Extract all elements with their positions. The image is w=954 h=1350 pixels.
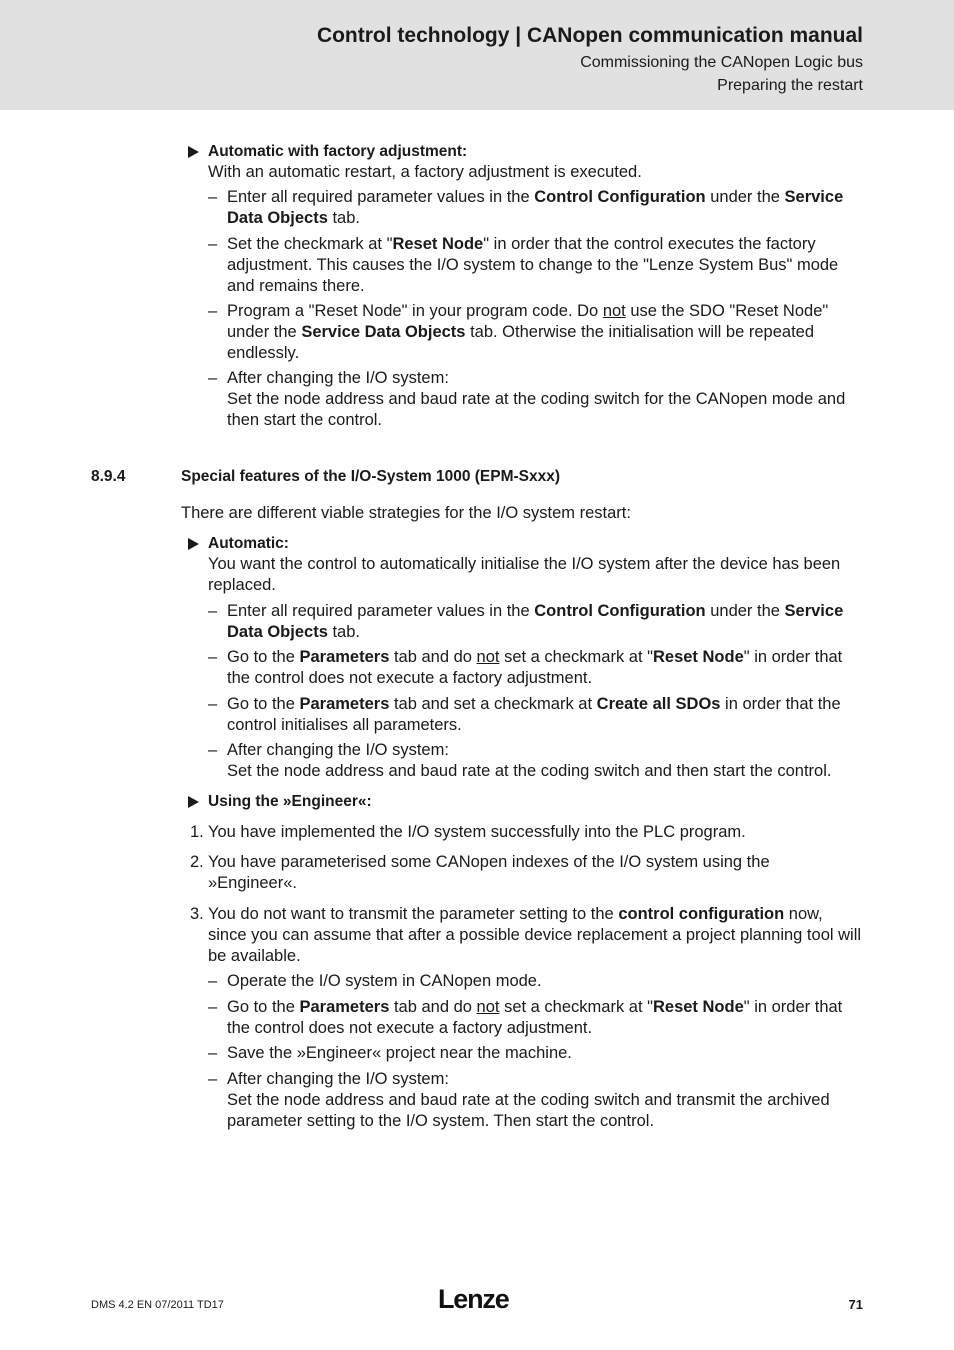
section-intro: There are different viable strategies for the I/O system restart: xyxy=(181,504,631,522)
list-item: – Go to the Parameters tab and set a checkmark at Create all SDOs in order that the control initialises all parameters. xyxy=(208,695,841,734)
triangle-bullet-icon xyxy=(188,538,199,550)
bullet-automatic xyxy=(188,533,863,554)
list-item: – Enter all required parameter values in the Control Configuration under the Service Data Objects tab. xyxy=(208,602,844,641)
bullet-heading: Automatic with factory adjustment: xyxy=(208,143,468,160)
list-item: – Set the checkmark at "Reset Node" in order that the control executes the factory adjustment. This causes the I/O system to change to the "Lenze System Bus" mode and remains there. xyxy=(208,235,839,295)
section-number: 8.9.4 xyxy=(91,468,126,485)
bullet-heading: Using the »Engineer«: xyxy=(208,793,372,810)
triangle-bullet-icon xyxy=(188,796,199,808)
lenze-logo: Lenze xyxy=(438,1284,509,1314)
list-item: – Go to the Parameters tab and do not set a checkmark at "Reset Node" in order that the control does not execute a factory adjustment. xyxy=(208,998,843,1037)
bullet-heading: Automatic: xyxy=(208,535,289,552)
list-item: – After changing the I/O system: Set the node address and baud rate at the coding switch for the CANopen mode and then start the control. xyxy=(208,369,846,429)
list-item: – Enter all required parameter values in the Control Configuration under the Service Data Objects tab. xyxy=(208,188,844,227)
document-id: DMS 4.2 EN 07/2011 TD17 xyxy=(91,1299,224,1311)
paragraph: With an automatic restart, a factory adjustment is executed. xyxy=(208,163,642,181)
list-item: – After changing the I/O system: Set the node address and baud rate at the coding switch and then start the control. xyxy=(208,741,832,780)
list-item: – After changing the I/O system: Set the node address and baud rate at the coding switch and transmit the archived parameter setting to the I/O system. Then start the control. xyxy=(208,1070,830,1130)
page-header xyxy=(0,0,954,110)
numbered-item: 3. You do not want to transmit the parameter setting to the control configuration now, since you can assume that after a possible device replacement a project planning tool will be available. xyxy=(190,905,862,965)
bullet-engineer xyxy=(188,791,863,812)
manual-title: Control technology | CANopen communication manual xyxy=(316,24,863,47)
triangle-bullet-icon xyxy=(188,146,199,158)
list-item: – Save the »Engineer« project near the machine. xyxy=(208,1044,572,1062)
section-breadcrumb: Preparing the restart xyxy=(717,77,863,94)
list-item: – Operate the I/O system in CANopen mode. xyxy=(208,972,542,990)
list-item: – Program a "Reset Node" in your program code. Do not use the SDO "Reset Node" under the Service Data Objects tab. Otherwise the initialisation will be repeated endlessly. xyxy=(208,302,829,362)
page-number: 71 xyxy=(848,1297,863,1312)
section-title: Special features of the I/O-System 1000 (EPM-Sxxx) xyxy=(181,468,561,485)
list-item: – Go to the Parameters tab and do not set a checkmark at "Reset Node" in order that the control does not execute a factory adjustment. xyxy=(208,648,843,687)
bullet-automatic-factory xyxy=(188,141,863,162)
chapter-title: Commissioning the CANopen Logic bus xyxy=(580,54,863,71)
paragraph: You want the control to automatically initialise the I/O system after the device has been replaced. xyxy=(208,555,841,594)
numbered-item: 2. You have parameterised some CANopen indexes of the I/O system using the »Engineer«. xyxy=(190,853,770,892)
numbered-item: 1. You have implemented the I/O system successfully into the PLC program. xyxy=(190,823,746,841)
